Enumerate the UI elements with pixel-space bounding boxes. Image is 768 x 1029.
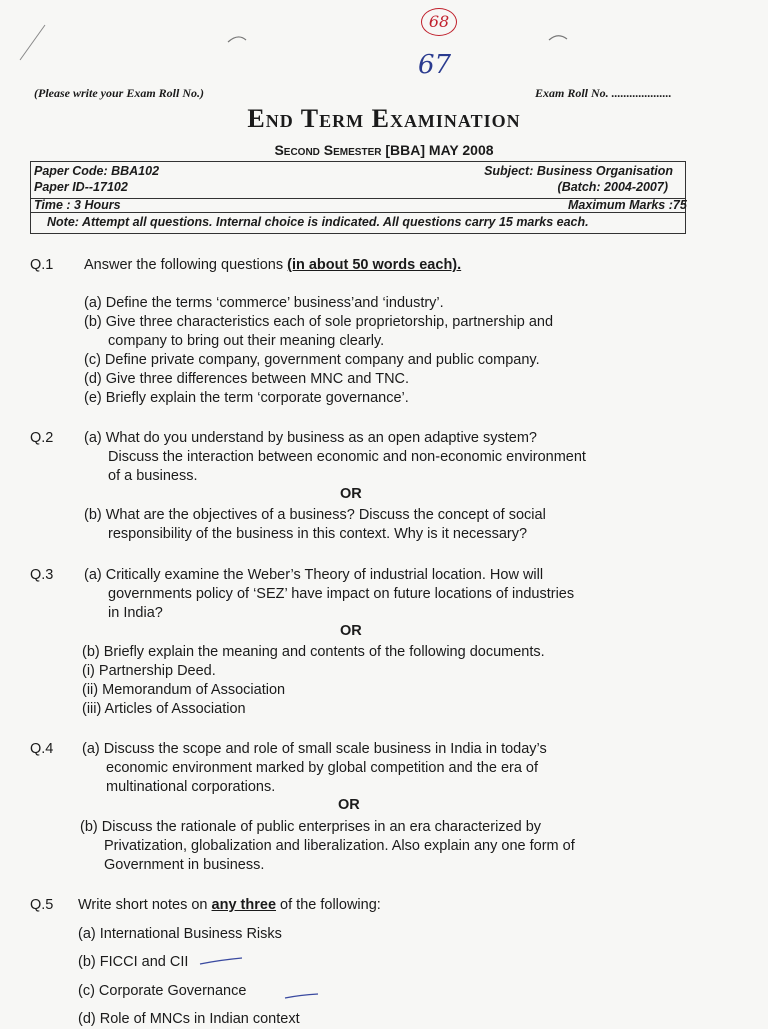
paper-code: Paper Code: BBA102 (34, 164, 160, 178)
q2-part-a-line3: of a business. (108, 468, 198, 484)
q1-intro-emphasis: (in about 50 words each). (287, 257, 462, 273)
q1-intro (84, 256, 461, 275)
page-title: End Term Examination (247, 104, 521, 133)
q1-part-b-line1: (b) Give three characteristics each of sole proprietorship, partnership and (84, 314, 554, 330)
q4-part-b-line3: Government in business. (104, 857, 265, 873)
instructions-note (30, 212, 686, 234)
circled-number-text: 68 (428, 12, 450, 31)
question-number-4: Q.4 (30, 741, 54, 757)
q4-part-a-line1: (a) Discuss the scope and role of small scale business in India in today’s (82, 741, 547, 757)
semester-text: Second Semester [BBA] (274, 142, 426, 158)
paper-id: Paper ID--17102 (34, 180, 128, 194)
q1-part-d: (d) Give three differences between MNC and TNC. (84, 371, 410, 387)
q3-or: OR (340, 623, 362, 639)
handwritten-number: 67 (418, 50, 452, 80)
q3-part-a-line3: in India? (108, 605, 163, 621)
question-number-1: Q.1 (30, 257, 54, 273)
q4-part-a-line3: multinational corporations. (106, 779, 276, 795)
page-subtitle (0, 142, 768, 158)
question-number-3: Q.3 (30, 567, 54, 583)
q1-part-a: (a) Define the terms ‘commerce’ business’and ‘industry’. (84, 295, 444, 311)
q3-item-i: (i) Partnership Deed. (82, 663, 216, 679)
q2-part-b-line1: (b) What are the objectives of a business? Discuss the concept of social (84, 507, 546, 523)
question-number-2: Q.2 (30, 430, 54, 446)
q2-part-b-line2: responsibility of the business in this context. Why is it necessary? (108, 526, 528, 542)
q3-part-a-line2: governments policy of ‘SEZ’ have impact on future locations of industries (108, 586, 575, 602)
scan-marks (0, 0, 768, 80)
maximum-marks: Maximum Marks :75 (568, 198, 687, 212)
q4-part-b-line1: (b) Discuss the rationale of public enterprises in an era characterized by (80, 819, 542, 835)
exam-date: MAY 2008 (428, 142, 494, 158)
q3-item-iii: (iii) Articles of Association (82, 701, 246, 717)
q1-part-c: (c) Define private company, government company and public company. (84, 352, 540, 368)
q4-part-a-line2: economic environment marked by global competition and the era of (106, 760, 539, 776)
q5-part-c: (c) Corporate Governance (78, 983, 247, 999)
roll-number-label: Exam Roll No. .................... (535, 86, 672, 100)
q3-part-b: (b) Briefly explain the meaning and contents of the following documents. (82, 644, 545, 660)
subject: Subject: Business Organisation (484, 164, 673, 178)
q3-part-a-line1: (a) Critically examine the Weber’s Theory of industrial location. How will (84, 567, 544, 583)
q5-intro (78, 896, 381, 915)
time: Time : 3 Hours (34, 198, 121, 212)
pen-scribbles (0, 940, 768, 1024)
q1-part-b-line2: company to bring out their meaning clearly. (108, 333, 385, 349)
q5-intro-emphasis: any three (211, 897, 277, 913)
q5-intro-pre: Write short notes on (78, 897, 212, 913)
q5-intro-post: of the following: (276, 897, 381, 913)
q1-part-e: (e) Briefly explain the term ‘corporate governance’. (84, 390, 409, 406)
q2-part-a-line1: (a) What do you understand by business as an open adaptive system? (84, 430, 537, 446)
q1-intro-text: Answer the following questions (84, 257, 288, 273)
q3-item-ii: (ii) Memorandum of Association (82, 682, 286, 698)
q5-part-b: (b) FICCI and CII (78, 954, 189, 970)
note-text: Note: Attempt all questions. Internal choice is indicated. All questions carry 15 marks each. (47, 215, 589, 229)
roll-number-hint: (Please write your Exam Roll No.) (34, 86, 204, 100)
q5-part-d: (d) Role of MNCs in Indian context (78, 1011, 300, 1027)
q4-part-b-line2: Privatization, globalization and liberalization. Also explain any one form of (104, 838, 575, 854)
question-number-5: Q.5 (30, 897, 54, 913)
q2-part-a-line2: Discuss the interaction between economic and non-economic environment (108, 449, 586, 465)
batch: (Batch: 2004-2007) (557, 180, 668, 194)
q2-or: OR (340, 486, 362, 502)
q4-or: OR (338, 797, 360, 813)
q5-part-a: (a) International Business Risks (78, 926, 282, 942)
